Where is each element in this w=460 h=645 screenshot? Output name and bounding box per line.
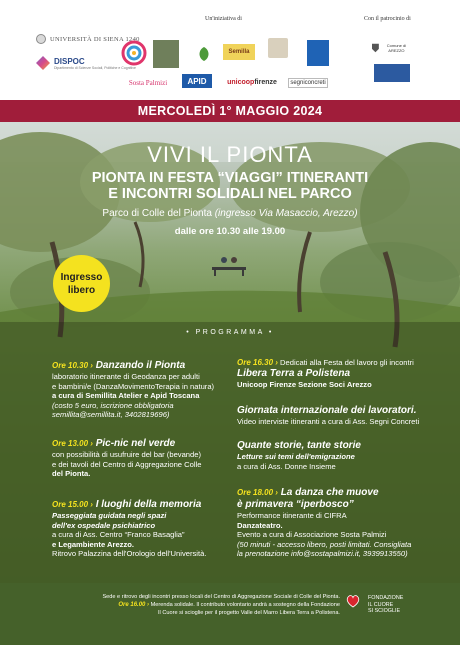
- free-entry-badge: Ingresso libero: [53, 255, 110, 312]
- heart-icon: [345, 593, 361, 609]
- program-item-libera-terra: Ore 16.30 › Dedicati alla Festa del lavoro gli incontri Libera Terra a Polistena Unicoop Firenze Sezione Soci Arezzo: [237, 358, 414, 389]
- cas-pionta-logo: [121, 40, 147, 66]
- dispoc-mark-icon: [36, 56, 50, 70]
- header-logos: [0, 0, 460, 100]
- apid-toscana-logo: [307, 40, 329, 66]
- program-item-memoria: Ore 15.00 › I luoghi della memoria Passeggiata guidata negli spazi dell'ex ospedale psichiatrico a cura di Ass. Centro “Franco Basaglia” e Legambiente Arezzo. Ritrovo Palazzina dell'Orologio dell'Università.: [52, 499, 207, 559]
- program-item-danza-primavera: Ore 18.00 › La danza che muove è primavera “iperbosco” Performance itinerante di CIFRA Danzateatro. Evento a cura di Associazione Sosta Palmizi (50 minuti - accesso libero, posti limitati. Consigliata la prenotazione info@sostapalmizi.it, 3939913550): [237, 487, 412, 559]
- seal-icon: [36, 34, 46, 44]
- program-item-danzando: Ore 10.30 › Danzando il Pionta laboratorio itinerante di Geodanza per adulti e bambini/e (DanzaMovimentoTerapia in natura) a cura di Semillita Atelier e Apid Toscana (costo 5 euro, iscrizione obbligatoria semillita@semillita.it, 3402819696): [52, 360, 215, 420]
- usl-logo: [374, 64, 410, 82]
- event-hours: dalle ore 10.30 alle 19.00: [174, 226, 286, 237]
- dispoc-logo: DISPOC Dipartimento di Scienze Sociali, Politiche e Cognitive: [36, 56, 136, 70]
- program-item-picnic: Ore 13.00 › Pic-nic nel verde con possibilità di usufruire del bar (bevande) e dei tavoli del Centro di Aggregazione Colle del Pionta.: [52, 438, 202, 479]
- basaglia-logo: [268, 38, 288, 58]
- sosta-palmizi-logo: Sosta Palmizi: [128, 79, 168, 87]
- event-date: MERCOLEDÌ 1° MAGGIO 2024: [137, 104, 323, 118]
- footer: [0, 583, 460, 645]
- subtitle-line-1: PIONTA IN FESTA “VIAGGI” ITINERANTI: [91, 170, 369, 186]
- apid-logo: APID: [182, 74, 212, 88]
- footer-notes: Sede e ritrovo degli incontri presso locali del Centro di Aggregazione Sociale di Colle del Pionta. Ore 16.00 › Merenda solidale. Il contributo volontario andrà a sostegno della Fondazione Il Cuore si scioglie per il progetto Valle del Marro Libera Terra a Polistena.: [102, 594, 340, 616]
- university-logo: UNIVERSITÀ DI SIENA 1240: [36, 34, 140, 44]
- semilla-logo: Semilla: [223, 44, 255, 60]
- legambiente-logo: [189, 40, 219, 68]
- venue-name: Parco di Colle del Pionta: [102, 208, 212, 219]
- comune-arezzo-logo: Comune di AREZZO: [372, 40, 412, 56]
- venue-detail: (ingresso Via Masaccio, Arezzo): [214, 208, 358, 219]
- program-label: • PROGRAMMA •: [186, 329, 274, 336]
- program-item-giornata: Giornata internazionale dei lavoratori. Video interviste itineranti a cura di Ass. Segni Concreti: [237, 405, 420, 426]
- initiative-label: Un'iniziativa di: [205, 16, 242, 22]
- date-band: [0, 100, 460, 122]
- unicoop-logo: unicoop firenze: [227, 78, 277, 86]
- colle-pionta-photo-logo: [153, 40, 179, 68]
- main-title: VIVI IL PIONTA: [147, 142, 313, 167]
- patronage-label: Con il patrocinio di: [364, 16, 411, 22]
- foundation-logo-text: FONDAZIONE IL CUORE SI SCIOGLIE: [368, 595, 404, 614]
- subtitle-line-2: E INCONTRI SOLIDALI NEL PARCO: [108, 186, 352, 202]
- segni-concreti-logo: segniconcreti: [288, 78, 328, 88]
- venue: [0, 208, 460, 219]
- program-item-storie: Quante storie, tante storie Letture sui temi dell'emigrazione a cura di Ass. Donne Insieme: [237, 440, 361, 471]
